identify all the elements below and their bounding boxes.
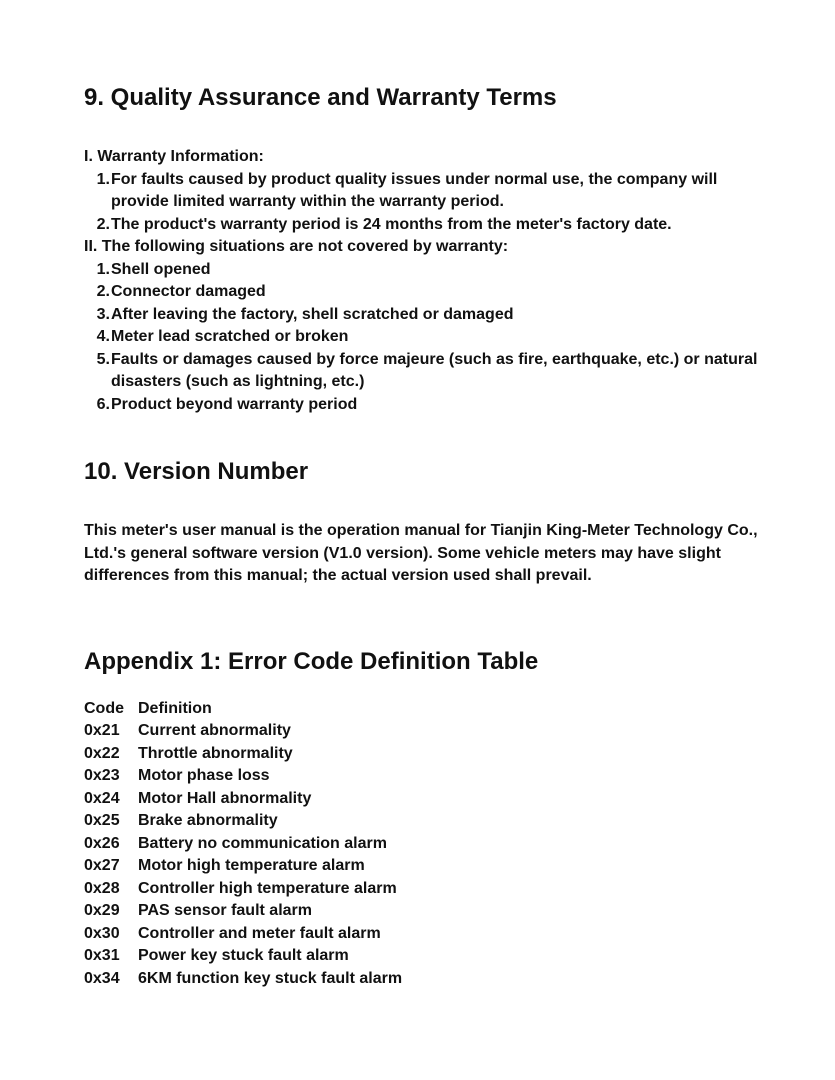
list-item-text: Meter lead scratched or broken (111, 328, 349, 345)
section-title-warranty: 9. Quality Assurance and Warranty Terms (84, 84, 557, 111)
table-row (84, 833, 402, 856)
error-definition-cell: Motor Hall abnormality (138, 789, 312, 807)
table-row (84, 720, 402, 743)
table-row (84, 923, 402, 946)
list-item-number: 4. (96, 328, 110, 345)
list-item-number: 6. (96, 395, 110, 413)
error-code-cell: 0x29 (84, 902, 120, 919)
warranty-info-label: I. Warranty Information: (84, 148, 264, 165)
list-item-number: 2. (96, 283, 110, 300)
list-item-text: The product's warranty period is 24 months from the meter's factory date. (111, 215, 672, 233)
error-code-table-body (84, 698, 402, 991)
list-item-text: Shell opened (111, 260, 211, 278)
list-item-text: For faults caused by product quality issues under normal use, the company will provide limited warranty within the warranty period. (111, 170, 718, 210)
list-item-text: Connector damaged (111, 283, 266, 300)
list-item-text: After leaving the factory, shell scratched or damaged (111, 305, 514, 323)
error-definition-cell: Motor high temperature alarm (138, 857, 365, 874)
list-item (84, 214, 774, 237)
error-code-cell: 0x31 (84, 947, 120, 964)
error-definition-cell: 6KM function key stuck fault alarm (138, 969, 403, 987)
section-title-version: 10. Version Number (84, 458, 309, 485)
list-item-text: Faults or damages caused by force majeure (such as fire, earthquake, etc.) or natural disasters (such as lightning, etc.) (111, 350, 758, 390)
table-row (84, 945, 402, 968)
table-row (84, 878, 402, 901)
error-code-cell: 0x24 (84, 789, 120, 807)
list-item (84, 394, 774, 417)
error-code-cell: 0x27 (84, 857, 120, 874)
error-definition-cell: Controller and meter fault alarm (138, 924, 381, 942)
list-item (84, 304, 774, 327)
column-header-definition: Definition (138, 699, 212, 717)
section-version (84, 456, 774, 588)
error-code-cell: 0x26 (84, 834, 120, 852)
error-code-cell: 0x25 (84, 812, 120, 829)
error-code-cell: 0x34 (84, 969, 120, 987)
list-item (84, 349, 774, 394)
column-header-code: Code (84, 699, 124, 717)
list-item-number: 1. (96, 170, 110, 188)
table-row (84, 855, 402, 878)
section-warranty (84, 82, 774, 416)
table-row (84, 788, 402, 811)
list-item (84, 326, 774, 349)
list-item-number: 2. (96, 215, 110, 233)
error-definition-cell: Battery no communication alarm (138, 834, 387, 852)
error-definition-cell: Throttle abnormality (138, 744, 293, 762)
list-item-number: 1. (96, 260, 110, 278)
error-code-cell: 0x28 (84, 879, 120, 897)
table-row (84, 765, 402, 788)
error-definition-cell: Power key stuck fault alarm (138, 947, 349, 964)
error-definition-cell: PAS sensor fault alarm (138, 902, 312, 919)
list-item (84, 281, 774, 304)
list-item (84, 259, 774, 282)
section-title-appendix: Appendix 1: Error Code Definition Table (84, 647, 539, 675)
error-definition-cell: Current abnormality (138, 722, 291, 739)
list-item-number: 5. (96, 350, 110, 368)
table-row (84, 900, 402, 923)
table-row (84, 743, 402, 766)
error-code-cell: 0x22 (84, 744, 120, 762)
warranty-info-list (84, 169, 774, 237)
table-row (84, 810, 402, 833)
error-definition-cell: Motor phase loss (138, 767, 270, 784)
error-definition-cell: Brake abnormality (138, 812, 278, 829)
error-code-table (84, 698, 402, 991)
version-paragraph: This meter's user manual is the operation manual for Tianjin King-Meter Technology Co., Ltd.'s general software version (V1.0 version). Some vehicle meters may have slight differences from this manual; the actual version used shall prevail. (84, 522, 758, 584)
error-code-cell: 0x30 (84, 924, 120, 942)
error-code-cell: 0x23 (84, 767, 120, 784)
list-item-text: Product beyond warranty period (111, 395, 358, 413)
not-covered-list (84, 259, 774, 417)
not-covered-label: II. The following situations are not covered by warranty: (84, 238, 509, 255)
table-row (84, 968, 402, 991)
list-item (84, 169, 774, 214)
section-appendix (84, 646, 774, 991)
error-definition-cell: Controller high temperature alarm (138, 879, 397, 897)
list-item-number: 3. (96, 305, 110, 323)
error-code-cell: 0x21 (84, 722, 120, 739)
table-header-row (84, 698, 402, 721)
page-content (84, 82, 774, 990)
